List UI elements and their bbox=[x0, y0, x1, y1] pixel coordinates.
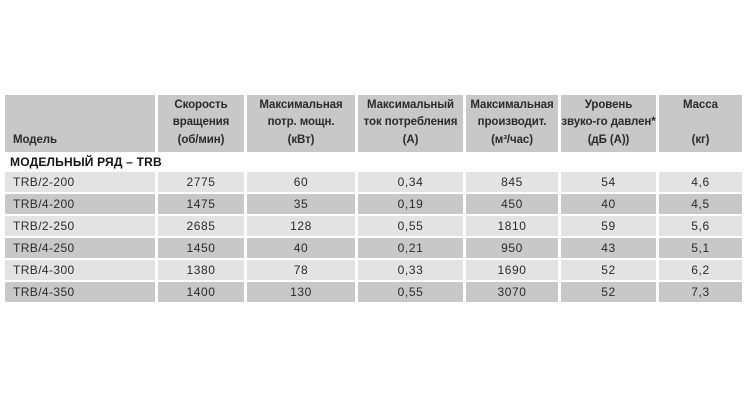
cell-speed: 2685 bbox=[157, 215, 246, 237]
cell-output: 950 bbox=[465, 237, 560, 259]
cell-model: TRB/4-200 bbox=[4, 193, 157, 215]
cell-noise: 52 bbox=[560, 281, 658, 303]
cell-mass: 4,5 bbox=[658, 193, 744, 215]
header-line: Максимальная bbox=[259, 98, 343, 111]
header-line: Масса bbox=[683, 98, 718, 111]
header-line: производит. bbox=[477, 116, 547, 128]
cell-current: 0,34 bbox=[357, 171, 465, 193]
table-row bbox=[4, 237, 744, 259]
cell-mass: 4,6 bbox=[658, 171, 744, 193]
cell-noise: 54 bbox=[560, 171, 658, 193]
col-header-model bbox=[4, 94, 157, 153]
cell-current: 0,55 bbox=[357, 215, 465, 237]
table-row bbox=[4, 281, 744, 303]
cell-output: 450 bbox=[465, 193, 560, 215]
cell-output: 845 bbox=[465, 171, 560, 193]
header-line: вращения bbox=[172, 116, 230, 128]
col-header-current bbox=[357, 94, 465, 153]
cell-model: TRB/4-350 bbox=[4, 281, 157, 303]
header-line: (м³/час) bbox=[491, 133, 533, 146]
header-line: (кг) bbox=[691, 133, 710, 146]
cell-output: 1690 bbox=[465, 259, 560, 281]
header-line: потр. мощн. bbox=[267, 116, 335, 128]
table-row bbox=[4, 215, 744, 237]
header-line: (кВт) bbox=[287, 133, 315, 146]
cell-power: 60 bbox=[246, 171, 357, 193]
cell-mass: 5,6 bbox=[658, 215, 744, 237]
header-line: (А) bbox=[402, 133, 419, 146]
cell-speed: 1450 bbox=[157, 237, 246, 259]
cell-noise: 52 bbox=[560, 259, 658, 281]
col-header-model-label: Модель bbox=[13, 133, 57, 146]
table-row bbox=[4, 193, 744, 215]
header-line: звуко-го давлен* bbox=[561, 116, 656, 128]
table-row bbox=[4, 171, 744, 193]
section-header-cell: МОДЕЛЬНЫЙ РЯД – TRB bbox=[4, 153, 744, 171]
cell-power: 35 bbox=[246, 193, 357, 215]
cell-model: TRB/4-300 bbox=[4, 259, 157, 281]
section-row bbox=[4, 153, 744, 171]
cell-noise: 59 bbox=[560, 215, 658, 237]
cell-power: 40 bbox=[246, 237, 357, 259]
header-line bbox=[659, 114, 742, 132]
cell-speed: 1380 bbox=[157, 259, 246, 281]
header-line: Максимальный bbox=[367, 98, 454, 111]
cell-mass: 7,3 bbox=[658, 281, 744, 303]
cell-model: TRB/4-250 bbox=[4, 237, 157, 259]
col-header-noise bbox=[560, 94, 658, 153]
table-row bbox=[4, 259, 744, 281]
cell-mass: 6,2 bbox=[658, 259, 744, 281]
col-header-output bbox=[465, 94, 560, 153]
cell-mass: 5,1 bbox=[658, 237, 744, 259]
header-line: Скорость bbox=[174, 98, 228, 111]
header-line: (дБ (А)) bbox=[587, 133, 630, 146]
cell-speed: 2775 bbox=[157, 171, 246, 193]
cell-current: 0,33 bbox=[357, 259, 465, 281]
cell-power: 128 bbox=[246, 215, 357, 237]
col-header-mass bbox=[658, 94, 744, 153]
header-row bbox=[4, 94, 744, 153]
col-header-speed bbox=[157, 94, 246, 153]
cell-power: 78 bbox=[246, 259, 357, 281]
cell-current: 0,55 bbox=[357, 281, 465, 303]
cell-speed: 1400 bbox=[157, 281, 246, 303]
cell-output: 3070 bbox=[465, 281, 560, 303]
cell-noise: 43 bbox=[560, 237, 658, 259]
header-line: (об/мин) bbox=[177, 133, 225, 146]
header-line: Максимальная bbox=[470, 98, 554, 111]
cell-model: TRB/2-200 bbox=[4, 171, 157, 193]
cell-current: 0,19 bbox=[357, 193, 465, 215]
cell-model: TRB/2-250 bbox=[4, 215, 157, 237]
header-line: ток потребления bbox=[363, 116, 458, 128]
cell-output: 1810 bbox=[465, 215, 560, 237]
spec-table bbox=[2, 93, 745, 304]
cell-speed: 1475 bbox=[157, 193, 246, 215]
cell-noise: 40 bbox=[560, 193, 658, 215]
cell-current: 0,21 bbox=[357, 237, 465, 259]
cell-power: 130 bbox=[246, 281, 357, 303]
col-header-power bbox=[246, 94, 357, 153]
header-line: Уровень bbox=[584, 98, 633, 111]
